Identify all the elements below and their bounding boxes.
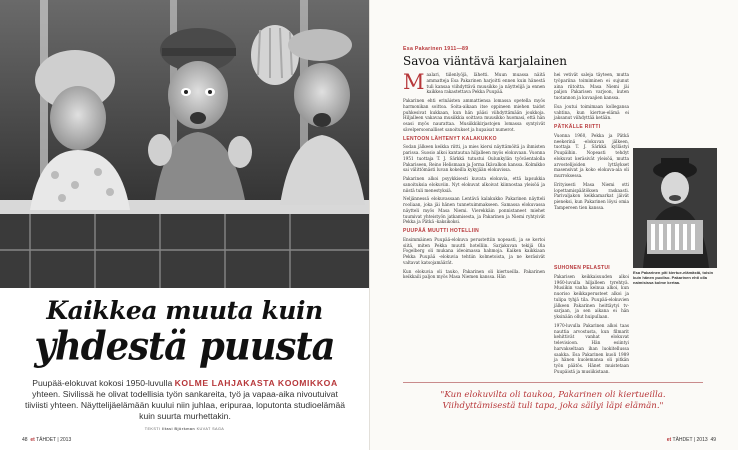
lede-highlight: KOLME LAHJAKASTA KOOMIKKOA [174,378,338,388]
folio-brand-right: et [666,437,672,443]
column-1-body [403,72,545,280]
lede-text-start: Puupää-elokuvat kokosi 1950-luvulla [32,378,175,388]
lede-text-end: yhteen. Sivilissä he olivat todellisia työn sankareita, työ ja vapaa-aika nivoutuivat tiiviisti yhteen. Näyttelijäelämään kuului niin juhlaa, eripuraa, loputonta studioelämää kuin suurta murhettakin. [24,389,346,421]
article-column-1 [403,72,545,283]
body-paragraph: Esa joutui toimimaan kollegansa vahtina, kun kiertue-elämä ei jaksanut viihdyttää ketään. [554,103,629,121]
pull-quote: "Kun elokuvilta oli taukoa, Pakarinen oli kiertueilla. Viihdyttämisestä tuli tapa, joka säilyi läpi elämän." [440,390,666,411]
quote-divider [403,382,703,383]
drop-cap: M [403,70,425,94]
body-paragraph: aalari, tiilenlyöjä, lähetti. Muun muassa näitä ammatteja Esa Pakarinen harjoitti ennen kuin hänestä tuli kansaa viihdyttävä muusikko ja näyttelijä ja ennen kaikkea rakastettava Pekka Puupää. [426,72,545,95]
body-paragraph: 1970-luvulla Pakarinen alkoi taas nauttia arvostusta, kun filmarit kehittivät vanhat elokuvat televisioon. Hän esiintyi harvakseltaan ihan luokitellussa saakka. Esa Pakarinen kuoli 1989 ja hänen kuolemansa oli pitkän työn päätös. Hänet muistetaan Puupäistä ja musiikistaan. [554,322,629,374]
body-paragraph: Erityisesti Masa Niemi otti lopettamispäätöksen raskaasti. Parivaljakon keikkamarkat jäivät pieneksi, kun Pakarinen löysi omia Tampereen tien kanssa. [554,181,629,210]
article-column-2-lower [554,262,629,378]
body-paragraph: hei vetivät saleja täyteen, mutta työpariina toimiminen ei sujunut aina riitoitta. Masa Niemi jäi paljon Pakarisen varjoon, kuten tuotannon ja kuvaajien kanssa. [554,72,629,100]
folio-magazine-right: TÄHDET | 2013 [672,437,708,443]
section-heading: SUHONEN PELASTUI [554,265,610,271]
body-paragraph: Pakarinen alkoi psyykkisesti kuvata elokuvia, että lapsukkia sanoituksia elokuviin. Nyt elokuvat alkoivat kiinnostaa yleisöä ja niistä tuli menestyksiä. [403,176,545,193]
body-paragraph: Sodan jälkeen keikka riitti, ja mies kiersi näyttämöitä ja ihmisten parissa. Suosio alkoi kantautua hiljalleen myös elokuvaan. Vuonna 1951 tuottaja T. J. Särkkä tutustui Oulunkylän työväentalolla Pakariseen, Reino Helismaan ja Jorma Ikävalkon kanssa. Kolmikko sai välittömästi luvan kokeilla kykyjään elokuvissa. [403,144,545,173]
article-kicker: Esa Pakarinen 1911—89 [403,46,469,52]
right-page [369,0,738,450]
article-title: Savoa viäntävä karjalainen [403,54,567,68]
folio-left [22,437,71,443]
folio-brand-left: et [30,437,35,443]
byline-photos: KUVAT SAGA [196,427,225,431]
lede-paragraph [22,378,348,422]
article-column-2 [554,72,629,214]
byline-label: TEKSTI [144,427,161,431]
body-paragraph: Pakarisen keikkaisuuden alkoi 1960-luvulla hiljalleen tyrehtyä. Musiikin vanha keinua alkoi, kun nuoriso keikkaperusteet alkoi ja tulipa tyhjä tila. Puupää-elokuvien jälkeen Pakarinen heittäytyi tv-sarjaan, ja sen aikana ei hän yksinään ollut huipullaan. [554,273,629,319]
headline-line-1: Kaikkea muuta kuin [46,296,323,325]
folio-magazine-left: TÄHDET | 2013 [36,437,72,443]
folio-right [667,437,716,443]
page-number-left: 48 [22,437,28,443]
column-2a-body [554,72,629,211]
body-paragraph: Neljännessä elokuvassaan Lentävä kalakukko Pakarinen näytteli rooliaan, joka jäi hänen tunnetuimmakseen. Samassa elokuvassa näytteli myös Masa Niemi. Vierekkäin ponnistaneet miehet tuumivat yhteistyön jatkamisesta, ja Pakarinen ja Niemi ryhtyivät Pekka ja Pätkä -kaksikoksi. [403,196,545,225]
inset-caption: Esa Pakarinen piti kiertue-elämästä, toisin kuin hänen puoliso. Pakarinen ehti olla naimisissa kolme kertaa. [633,270,714,285]
body-paragraph: Vuonna 1960, Pekka ja Pätkä neekerinä -elokuvan jälkeen, tuottaja T. J. Särkkä kyllästyi Puupäihin. Nopeasti tehdyt elokuvat keräsivät yleisöä, mutta arvostelijoiden lyttäykset masensivat ja koko elokuva-ala oli murroksessa. [554,132,629,178]
body-paragraph: Pakarinen ehti erinäisten ammattiensa lomassa opetella myös harmonikan soittoa. Soita-aikaan itse oppineen miehen taidot puhkesivat kukkaan, kun hän pääsi viihdyttämään joukkoja. Hiljalleen vakavaa musiikkia soittava muusikko huomasi, että hän osasi myös naurattaa. Musiikkikirjastojen lomassa syntyivät sävelpersoonalliset sanoitukset ja hupaisat numerot. [403,98,545,132]
inset-photo [633,148,717,268]
column-2b-body [554,266,629,375]
section-heading: PUUPÄÄ MUUTTI HOTELLIIN [403,228,480,234]
byline [0,427,369,431]
body-paragraph: Kun elokuvia oli tauko, Pakarinen oli kiertueilla. Pakarinen keikkaili paljon myös Masa Niemen kanssa. Hän [403,268,545,280]
page-number-right: 49 [710,437,716,443]
section-heading: PÄTKÄLLE RIITTI [554,124,601,130]
headline-line-2: yhdestä puusta [34,322,335,370]
byline-author: Iltasi Björkman [161,427,196,431]
section-heading: LENTOON LÄHTENYT KALAKUKKO [403,135,497,142]
cover-photo [0,0,369,288]
body-paragraph: Ensimmäinen Puupää-elokuva perustettiin nopeasti, ja se kertoi siitä, miten Pekka muutti hotelliin. Sarjakuvan tekijä Ola Fogelberg oli mukana ideoimassa hahmoja. Kaiken kaikkiaan Pekka Puupää -elokuvia tehtiin kolmetoista, ja ne keräsivät valtavat katsojamäärät. [403,236,545,265]
